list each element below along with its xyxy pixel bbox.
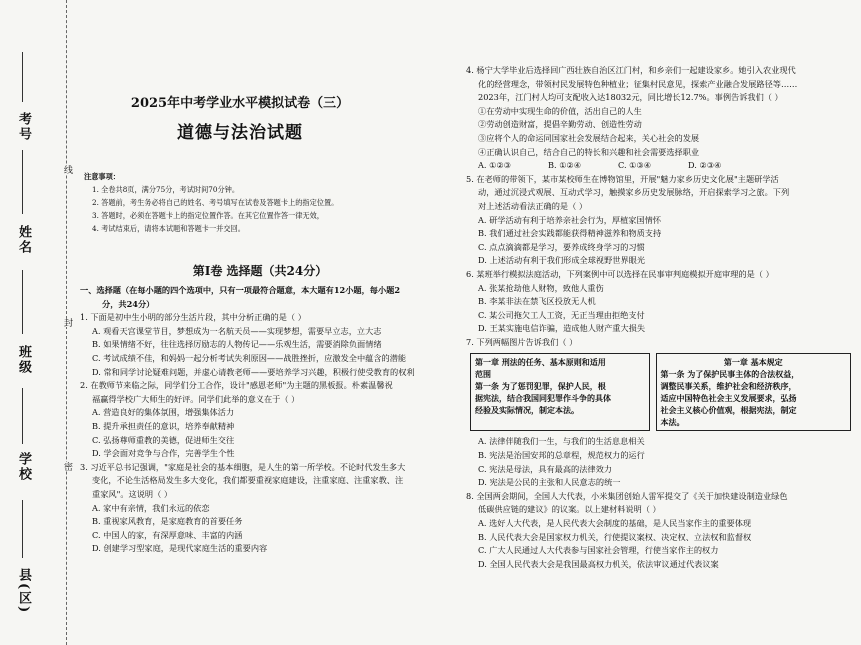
excerpt-heading: 第一章 基本规定 xyxy=(723,357,783,368)
excerpt-line: 适应中国特色社会主义发展要求，弘扬 xyxy=(660,393,797,404)
question-stem-cont: 变化，不论生活格局发生多大变化，我们都要重视家庭建设，注重家庭、注重家教、注 xyxy=(92,475,404,486)
field-line-banji xyxy=(22,270,23,334)
option-a: A. 营造良好的集体氛围，增强集体活力 xyxy=(92,407,235,418)
excerpt-line: 社会主义核心价值观，根据宪法，制定 xyxy=(660,405,797,416)
question-stem-cont: 低碳供应链的建议》的议案。以上建材料说明（ ） xyxy=(478,504,661,515)
question-stem: 6. 某班举行模拟法庭活动，下列案例中可以选择在民事审判庭模拟开庭审理的是（ ） xyxy=(466,268,774,279)
field-line-xingming xyxy=(22,150,23,214)
option-d: D. 王某实施电信诈骗，造成他人财产重大损失 xyxy=(478,323,646,334)
field-line-xianqu xyxy=(22,500,23,558)
option-d: D. 宪法是公民的主张和人民意志的统一 xyxy=(478,477,621,488)
question-stem-cont: 2023年，江门村人均可支配收入达18032元，同比增长12.7%。事例告诉我们（ ） xyxy=(478,92,783,103)
option-a: A. 研学活动有利于培养亲社会行为，厚植家国情怀 xyxy=(478,214,662,225)
option-c: C. 某公司拖欠工人工资，无正当理由拒绝支付 xyxy=(478,309,645,320)
excerpt-line: 据宪法，结合我国同犯罪作斗争的具体 xyxy=(475,393,611,404)
question-stem-cont: 动，通过沉浸式观展、互动式学习，触摸家乡历史发展脉络，开启探索学习之旅。下列 xyxy=(478,187,790,198)
option-d: D. 上述活动有利于我们形成全球视野世界眼光 xyxy=(478,255,646,266)
civil-code-excerpt xyxy=(656,353,851,431)
option-c: C. 广大人民通过人大代表参与国家社会管理，行使当家作主的权力 xyxy=(478,545,719,556)
label-xianqu: 县(区) xyxy=(16,568,31,615)
question-stem-cont: 对上述活动看法正确的是（ ） xyxy=(478,200,588,211)
subject-title: 道德与法治试题 xyxy=(177,123,303,143)
field-line-kaohao xyxy=(22,52,23,102)
option-b: B. 宪法是治国安邦的总章程，规范权力的运行 xyxy=(478,450,645,461)
option-a: A. 选好人大代表，是人民代表大会制度的基础，是人民当家作主的重要体现 xyxy=(478,518,752,529)
option-b: B. 提升承担责任的意识，培养奉献精神 xyxy=(92,420,235,431)
question-stem: 2. 在教师节来临之际，同学们分工合作，设计"感恩老师"为主题的黑板报。朴素温馨祝 xyxy=(80,380,393,391)
excerpt-line: 经验及实际情况，制定本法。 xyxy=(475,405,579,416)
statement: ②劳动创造财富，提倡辛勤劳动、创造性劳动 xyxy=(478,119,642,130)
fold-mark-mi: 密 xyxy=(62,462,72,471)
option-b: B. 李某非法在禁飞区投放无人机 xyxy=(478,296,596,307)
excerpt-line: 第一章 刑法的任务、基本原则和适用 xyxy=(475,357,606,368)
option-c: C. 点点滴滴都是学习，要养成终身学习的习惯 xyxy=(478,241,645,252)
criminal-law-excerpt xyxy=(470,353,650,431)
question-stem: 8. 全国两会期间，全国人大代表，小米集团创始人雷军提交了《关于加快建设制造业绿色 xyxy=(466,490,788,501)
label-kaohao: 考号 xyxy=(16,112,31,142)
option-c: C. ①③④ xyxy=(618,160,652,171)
excerpt-line: 第一条 为了惩罚犯罪，保护人民，根 xyxy=(475,381,606,392)
exam-title: 2025年中考学业水平模拟试卷（三） xyxy=(130,96,350,111)
law-excerpt-row xyxy=(470,353,851,431)
fold-mark-feng: 封 xyxy=(62,318,72,327)
question-stem-cont: 重家风"。这说明（ ） xyxy=(92,488,173,499)
option-b: B. 我们通过社会实践都能获得精神滋养和物质支持 xyxy=(478,228,662,239)
option-d: D. 常和同学讨论疑难问题，并虚心请教老师——要培养学习兴趣，积极行使受教育的权利 xyxy=(92,366,415,377)
field-line-xuexiao xyxy=(22,388,23,444)
note-item: 2. 答题前，考生务必将自己的姓名、考号填写在试卷及答题卡上的指定位置。 xyxy=(92,198,339,207)
option-b: B. 人民代表大会是国家权力机关，行使提议案权、决定权、立法权和监督权 xyxy=(478,531,752,542)
notes-heading: 注意事项： xyxy=(84,172,120,181)
option-a: A. 家中有亲情，我们永远的依恋 xyxy=(92,502,210,513)
fold-mark-xian: 线 xyxy=(62,165,72,174)
notes-block xyxy=(84,170,434,235)
note-item: 4. 考试结束后，请将本试题和答题卡一并交回。 xyxy=(92,224,245,233)
option-c: C. 宪法是母法，具有最高的法律效力 xyxy=(478,463,612,474)
label-xingming: 姓名 xyxy=(16,225,31,255)
question-stem: 1. 下面是初中生小明的部分生活片段，其中分析正确的是（ ） xyxy=(80,312,306,323)
question-stem: 4. 杨宁大学毕业后选择回广西壮族自治区江门村，和乡亲们一起建设家乡。她引入农业现代 xyxy=(466,65,796,75)
option-b: B. 如果情绪不好，往往选择厉励志的人物传记——乐观生活，需要消除负面情绪 xyxy=(92,339,382,350)
option-c: C. 弘扬尊师重教的美德，促进师生交往 xyxy=(92,434,235,445)
option-c: C. 中国人的家，有深厚意味、丰富的内涵 xyxy=(92,529,243,540)
question-stem-cont: 福赢得学校广大师生的好评。同学们此举的意义在于（ ） xyxy=(92,393,300,404)
option-c: C. 考试成绩不佳，和妈妈一起分析考试失利原因——战胜挫折，应激发全中蕴含的潜能 xyxy=(92,352,407,363)
section-heading: 一、选择题（在每小题的四个选项中，只有一项最符合题意，本大题有12小题，每小题2 xyxy=(80,285,401,295)
excerpt-line: 本法。 xyxy=(660,417,685,428)
question-stem-cont: 化的经营理念，带领村民发展特色种植业；征集村民意见，探索产业融合发展路径等…… xyxy=(478,78,798,89)
option-d: D. 全国人民代表大会是我国最高权力机关，依法审议通过代表议案 xyxy=(478,558,719,569)
label-xuexiao: 学校 xyxy=(16,452,31,482)
statement: ④正确认识自己，结合自己的特长和兴趣和社会需要选择职业 xyxy=(478,146,700,157)
label-banji: 班级 xyxy=(16,345,31,375)
question-stem: 7. 下列两幅图片告诉我们（ ） xyxy=(466,336,578,347)
option-a: A. ①②③ xyxy=(478,160,512,171)
option-b: B. 重视家风教育，是家庭教育的首要任务 xyxy=(92,516,243,527)
option-d: D. 创建学习型家庭，是现代家庭生活的重要内容 xyxy=(92,543,268,554)
excerpt-line: 调整民事关系，维护社会和经济秩序， xyxy=(660,381,797,392)
question-stem: 5. 在老师的带领下，某市某校师生在博物馆里，开展"魅力家乡历史文化展"主题研学活 xyxy=(466,173,779,184)
part-title: 第Ⅰ卷 选择题（共24分） xyxy=(192,264,328,278)
statement: ③应将个人的命运同国家社会发展结合起来，关心社会的发展 xyxy=(478,132,700,143)
statement: ①在劳动中实现生命的价值，活出自己的人生 xyxy=(478,105,642,116)
excerpt-line: 第一条 为了保护民事主体的合法权益， xyxy=(660,369,800,380)
excerpt-line: 范围 xyxy=(475,369,491,380)
note-item: 3. 答题时，必须在答题卡上的指定位置作答。在其它位置作答一律无效， xyxy=(92,211,324,220)
option-a: A. 观看天宫课堂节目，梦想成为一名航天员——实现梦想，需要早立志，立大志 xyxy=(92,325,382,336)
option-a: A. 法律伴随我们一生，与我们的生活息息相关 xyxy=(478,436,645,447)
option-d: D. 学会面对竞争与合作，完善学生个性 xyxy=(92,448,235,459)
left-column xyxy=(80,284,440,556)
section-heading-cont: 分，共24分） xyxy=(102,298,155,309)
option-a: A. 张某抢劫他人财物，致他人重伤 xyxy=(478,282,604,293)
note-item: 1. 全卷共8页，满分75分，考试时间70分钟。 xyxy=(92,185,240,194)
option-b: B. ①②④ xyxy=(548,160,582,171)
question-stem: 3. 习近平总书记强调，"家庭是社会的基本细胞，是人生的第一所学校。不论时代发生多大 xyxy=(80,461,406,472)
option-row xyxy=(466,159,851,173)
right-column xyxy=(466,64,851,571)
option-d: D. ②③④ xyxy=(688,160,722,171)
